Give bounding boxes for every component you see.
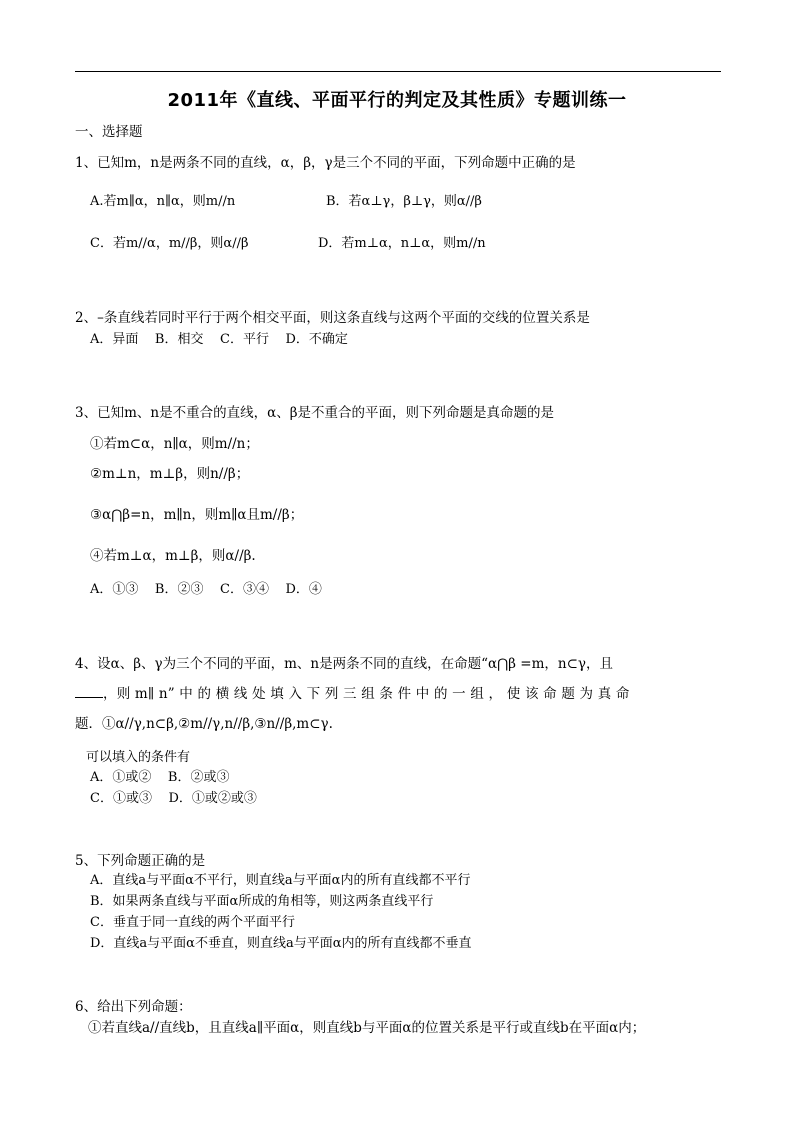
q4-line-3: 题．①α//γ,n⊂β,②m//γ,n//β,③n//β,m⊂γ.: [75, 716, 333, 732]
q3-options: A．①③ B．②③ C．③④ D．④: [90, 582, 322, 597]
q2-options: A．异面 B．相交 C．平行 D．不确定: [90, 332, 348, 347]
q3-proposition-3: ③α⋂β=n，m∥n，则m∥α且m//β；: [90, 507, 304, 523]
q3-proposition-4: ④若m⊥α，m⊥β，则α//β.: [90, 548, 256, 564]
q5-option-b: B．如果两条直线与平面α所成的角相等，则这两条直线平行: [90, 894, 434, 909]
q4-line-2-text: ，则 m∥ n” 中 的 横 线 处 填 入 下 列 三 组 条 件 中 的 一 组 ， 使 该 命 题 为 真 命: [103, 686, 630, 702]
q4-blank: [75, 685, 103, 698]
q6-proposition-1: ①若直线a//直线b，且直线a∥平面α，则直线b与平面α的位置关系是平行或直线b在平面α内；: [88, 1020, 646, 1036]
q4-line-1: 4、设α、β、γ为三个不同的平面，m、n是两条不同的直线，在命题“α⋂β =m，n⊂γ，且: [75, 656, 613, 672]
q4-line-4: 可以填入的条件有: [86, 750, 191, 765]
q3-proposition-1: ①若m⊂α，n∥α，则m//n；: [90, 436, 259, 452]
q1-stem: 1、已知m，n是两条不同的直线，α，β，γ是三个不同的平面，下列命题中正确的是: [75, 155, 576, 171]
q5-stem: 5、下列命题正确的是: [75, 853, 206, 869]
q2-stem: 2、–条直线若同时平行于两个相交平面，则这条直线与这两个平面的交线的位置关系是: [75, 310, 590, 326]
q1-option-a: A.若m∥α，n∥α，则m//n: [90, 194, 236, 209]
q1-option-c: C．若m//α，m//β，则α//β: [90, 236, 249, 251]
q5-option-d: D．直线a与平面α不垂直，则直线a与平面α内的所有直线都不垂直: [90, 936, 472, 951]
page-title: 2011年《直线、平面平行的判定及其性质》专题训练一: [167, 90, 627, 111]
header-rule: [75, 71, 721, 72]
q6-stem: 6、给出下列命题：: [75, 999, 192, 1015]
q4-options-ab: A．①或② B．②或③: [90, 770, 230, 785]
section-heading: 一、选择题: [75, 124, 143, 140]
q5-option-a: A．直线a与平面α不平行，则直线a与平面α内的所有直线都不平行: [90, 873, 471, 888]
q5-option-c: C．垂直于同一直线的两个平面平行: [90, 915, 295, 930]
q4-line-2: [75, 682, 630, 702]
q4-options-cd: C．①或③ D．①或②或③: [90, 791, 257, 806]
q3-proposition-2: ②m⊥n，m⊥β，则n//β；: [90, 466, 250, 482]
q1-option-d: D．若m⊥α，n⊥α，则m//n: [318, 236, 486, 251]
q3-stem: 3、已知m、n是不重合的直线，α、β是不重合的平面，则下列命题是真命题的是: [75, 405, 555, 421]
q1-option-b: B．若α⊥γ，β⊥γ，则α//β: [326, 194, 482, 209]
